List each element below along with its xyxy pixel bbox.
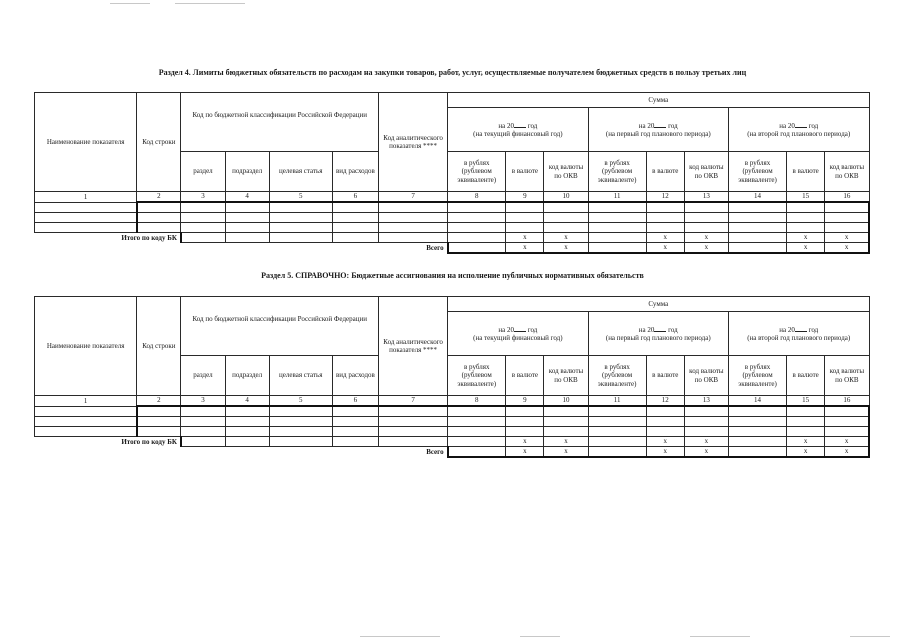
cell-indicator[interactable]	[35, 202, 137, 213]
scan-artifact-bottom	[690, 636, 750, 637]
header-okv: код валюты по ОКВ	[544, 152, 588, 192]
column-number: 1	[35, 192, 137, 203]
column-number: 6	[332, 192, 378, 203]
header-analytic-code: Код аналитического показателя ****	[378, 93, 447, 192]
cell[interactable]	[137, 223, 181, 233]
header-current-year: на 20 год (на текущий финансовый год)	[448, 312, 588, 356]
cell[interactable]	[332, 223, 378, 233]
cell[interactable]	[137, 213, 181, 223]
cell[interactable]	[378, 406, 447, 417]
cell[interactable]	[787, 417, 825, 427]
year-blank	[654, 121, 666, 128]
cell-indicator[interactable]	[35, 427, 137, 437]
cell[interactable]	[269, 223, 332, 233]
cell[interactable]	[728, 233, 786, 243]
total-row	[35, 447, 870, 458]
cell[interactable]	[728, 243, 786, 254]
header-sum: Сумма	[448, 93, 869, 108]
column-number: 3	[181, 192, 225, 203]
cell[interactable]	[588, 406, 646, 417]
cell[interactable]	[506, 427, 544, 437]
cell[interactable]	[378, 202, 447, 213]
cell-indicator[interactable]	[35, 223, 137, 233]
cell[interactable]	[787, 213, 825, 223]
cell[interactable]	[825, 202, 869, 213]
cell[interactable]	[332, 437, 378, 447]
column-number: 5	[269, 192, 332, 203]
x-mark: x	[787, 437, 825, 447]
table-row	[35, 213, 870, 223]
column-number: 6	[332, 396, 378, 407]
header-second-plan-year: на 20 год (на второй год планового периода)	[728, 312, 869, 356]
cell[interactable]	[269, 406, 332, 417]
cell[interactable]	[137, 417, 181, 427]
year-blank	[795, 325, 807, 332]
cell[interactable]	[588, 202, 646, 213]
x-mark: x	[506, 233, 544, 243]
x-mark: x	[646, 447, 684, 458]
header-rub: в рублях (рублевом эквиваленте)	[588, 356, 646, 396]
cell[interactable]	[269, 233, 332, 243]
cell[interactable]	[448, 213, 506, 223]
cell[interactable]	[506, 213, 544, 223]
cell[interactable]	[269, 417, 332, 427]
year-blank	[654, 325, 666, 332]
cell[interactable]	[332, 233, 378, 243]
cell[interactable]	[181, 406, 225, 417]
cell[interactable]	[544, 202, 588, 213]
cell[interactable]	[588, 243, 646, 254]
cell[interactable]	[646, 202, 684, 213]
cell[interactable]	[181, 233, 225, 243]
column-number: 8	[448, 192, 506, 203]
column-number: 14	[728, 192, 786, 203]
column-number: 3	[181, 396, 225, 407]
x-mark: x	[787, 233, 825, 243]
column-number: 8	[448, 396, 506, 407]
column-numbers-row	[35, 192, 870, 203]
cell[interactable]	[684, 202, 728, 213]
x-mark: x	[544, 447, 588, 458]
section-5-title: Раздел 5. СПРАВОЧНО: Бюджетные ассигнования на исполнение публичных нормативных обязательств	[261, 271, 644, 280]
header-currency: в валюте	[646, 152, 684, 192]
header-currency: в валюте	[787, 152, 825, 192]
cell[interactable]	[332, 406, 378, 417]
column-numbers-row	[35, 396, 870, 407]
section-5-table	[34, 296, 870, 458]
scan-artifact-bottom	[360, 636, 440, 637]
cell[interactable]	[269, 202, 332, 213]
total-by-bk-row	[35, 233, 870, 243]
header-expense-type: вид расходов	[332, 356, 378, 396]
cell[interactable]	[544, 223, 588, 233]
cell[interactable]	[225, 437, 269, 447]
cell[interactable]	[728, 202, 786, 213]
column-number: 12	[646, 192, 684, 203]
cell[interactable]	[728, 213, 786, 223]
header-sum: Сумма	[448, 297, 869, 312]
total-row	[35, 243, 870, 254]
cell[interactable]	[378, 417, 447, 427]
x-mark: x	[684, 233, 728, 243]
column-number: 13	[684, 192, 728, 203]
cell[interactable]	[787, 202, 825, 213]
column-number: 15	[787, 396, 825, 407]
header-okv: код валюты по ОКВ	[825, 356, 869, 396]
cell[interactable]	[728, 437, 786, 447]
x-mark: x	[787, 243, 825, 254]
cell[interactable]	[787, 223, 825, 233]
column-number: 2	[137, 396, 181, 407]
x-mark: x	[684, 437, 728, 447]
scan-artifact-bottom	[850, 636, 890, 637]
x-mark: x	[825, 447, 869, 458]
cell[interactable]	[332, 417, 378, 427]
header-analytic-code: Код аналитического показателя ****	[378, 297, 447, 396]
column-number: 10	[544, 192, 588, 203]
total-label: Всего	[378, 243, 447, 254]
header-rub: в рублях (рублевом эквиваленте)	[728, 356, 786, 396]
table-row	[35, 202, 870, 213]
column-number: 7	[378, 192, 447, 203]
header-row-code: Код строки	[137, 297, 181, 396]
header-okv: код валюты по ОКВ	[684, 356, 728, 396]
total-by-bk-label: Итого по коду БК	[35, 437, 181, 447]
cell[interactable]	[544, 406, 588, 417]
cell[interactable]	[332, 202, 378, 213]
header-rub: в рублях (рублевом эквиваленте)	[588, 152, 646, 192]
total-by-bk-row	[35, 437, 870, 447]
cell[interactable]	[225, 223, 269, 233]
column-number: 9	[506, 396, 544, 407]
cell[interactable]	[825, 406, 869, 417]
column-number: 4	[225, 192, 269, 203]
cell[interactable]	[332, 213, 378, 223]
cell[interactable]	[588, 233, 646, 243]
cell[interactable]	[787, 406, 825, 417]
cell[interactable]	[448, 437, 506, 447]
cell[interactable]	[448, 447, 506, 458]
cell[interactable]	[378, 233, 447, 243]
cell[interactable]	[506, 417, 544, 427]
header-target-article: целевая статья	[269, 356, 332, 396]
cell[interactable]	[506, 406, 544, 417]
header-podrazdel: подраздел	[225, 152, 269, 192]
cell[interactable]	[448, 243, 506, 254]
header-target-article: целевая статья	[269, 152, 332, 192]
column-number: 9	[506, 192, 544, 203]
column-number: 16	[825, 192, 869, 203]
x-mark: x	[684, 243, 728, 254]
table-row	[35, 406, 870, 417]
column-number: 5	[269, 396, 332, 407]
header-rub: в рублях (рублевом эквиваленте)	[448, 152, 506, 192]
cell[interactable]	[588, 417, 646, 427]
scan-artifact-top	[175, 3, 245, 4]
cell[interactable]	[787, 427, 825, 437]
cell[interactable]	[588, 447, 646, 458]
cell[interactable]	[332, 427, 378, 437]
cell[interactable]	[225, 406, 269, 417]
cell[interactable]	[684, 213, 728, 223]
cell[interactable]	[378, 437, 447, 447]
cell[interactable]	[588, 223, 646, 233]
cell[interactable]	[646, 213, 684, 223]
cell[interactable]	[225, 427, 269, 437]
cell-indicator[interactable]	[35, 213, 137, 223]
table-row	[35, 417, 870, 427]
cell[interactable]	[544, 417, 588, 427]
cell[interactable]	[506, 202, 544, 213]
table-row	[35, 427, 870, 437]
cell[interactable]	[378, 213, 447, 223]
header-first-plan-year: на 20 год (на первый год планового периода)	[588, 312, 728, 356]
x-mark: x	[684, 447, 728, 458]
cell[interactable]	[225, 213, 269, 223]
column-number: 15	[787, 192, 825, 203]
x-mark: x	[506, 437, 544, 447]
total-label: Всего	[378, 447, 447, 458]
x-mark: x	[825, 233, 869, 243]
cell[interactable]	[181, 427, 225, 437]
header-bk-code: Код по бюджетной классификации Российской Федерации	[181, 297, 379, 356]
cell[interactable]	[588, 427, 646, 437]
cell[interactable]	[448, 417, 506, 427]
header-bk-code: Код по бюджетной классификации Российской Федерации	[181, 93, 379, 152]
column-number: 16	[825, 396, 869, 407]
year-blank	[514, 121, 526, 128]
cell[interactable]	[728, 417, 786, 427]
header-current-year: на 20 год (на текущий финансовый год)	[448, 108, 588, 152]
cell[interactable]	[506, 223, 544, 233]
header-rub: в рублях (рублевом эквиваленте)	[448, 356, 506, 396]
header-second-plan-year: на 20 год (на второй год планового периода)	[728, 108, 869, 152]
x-mark: x	[825, 437, 869, 447]
cell[interactable]	[646, 427, 684, 437]
header-expense-type: вид расходов	[332, 152, 378, 192]
cell[interactable]	[728, 223, 786, 233]
header-currency: в валюте	[506, 152, 544, 192]
scan-artifact-top	[110, 3, 150, 4]
cell[interactable]	[646, 223, 684, 233]
header-indicator-name: Наименование показателя	[35, 93, 137, 192]
cell[interactable]	[181, 223, 225, 233]
cell[interactable]	[684, 406, 728, 417]
header-podrazdel: подраздел	[225, 356, 269, 396]
cell[interactable]	[728, 406, 786, 417]
cell[interactable]	[544, 427, 588, 437]
header-row-code: Код строки	[137, 93, 181, 192]
cell[interactable]	[825, 223, 869, 233]
header-currency: в валюте	[506, 356, 544, 396]
column-number: 4	[225, 396, 269, 407]
header-razdel: раздел	[181, 356, 225, 396]
cell[interactable]	[684, 427, 728, 437]
cell-indicator[interactable]	[35, 417, 137, 427]
cell[interactable]	[137, 427, 181, 437]
cell[interactable]	[269, 427, 332, 437]
header-first-plan-year: на 20 год (на первый год планового периода)	[588, 108, 728, 152]
x-mark: x	[544, 437, 588, 447]
cell[interactable]	[646, 406, 684, 417]
header-razdel: раздел	[181, 152, 225, 192]
header-rub: в рублях (рублевом эквиваленте)	[728, 152, 786, 192]
section-4-title: Раздел 4. Лимиты бюджетных обязательств по расходам на закупки товаров, работ, услуг, осуществляемые получателем бюджетных средств в пользу третьих лиц	[158, 68, 747, 77]
cell[interactable]	[137, 406, 181, 417]
cell[interactable]	[684, 223, 728, 233]
x-mark: x	[787, 447, 825, 458]
x-mark: x	[506, 243, 544, 254]
column-number: 12	[646, 396, 684, 407]
cell-indicator[interactable]	[35, 406, 137, 417]
cell[interactable]	[269, 437, 332, 447]
cell[interactable]	[181, 202, 225, 213]
year-blank	[795, 121, 807, 128]
cell[interactable]	[448, 202, 506, 213]
x-mark: x	[825, 243, 869, 254]
cell[interactable]	[181, 437, 225, 447]
cell[interactable]	[588, 437, 646, 447]
cell[interactable]	[137, 202, 181, 213]
cell[interactable]	[825, 213, 869, 223]
column-number: 2	[137, 192, 181, 203]
cell[interactable]	[544, 213, 588, 223]
x-mark: x	[646, 233, 684, 243]
cell[interactable]	[378, 223, 447, 233]
x-mark: x	[544, 233, 588, 243]
cell[interactable]	[448, 427, 506, 437]
cell[interactable]	[728, 427, 786, 437]
column-number: 10	[544, 396, 588, 407]
total-by-bk-label: Итого по коду БК	[35, 233, 181, 243]
column-number: 1	[35, 396, 137, 407]
header-okv: код валюты по ОКВ	[544, 356, 588, 396]
column-number: 11	[588, 396, 646, 407]
table-row	[35, 223, 870, 233]
cell[interactable]	[181, 213, 225, 223]
cell[interactable]	[448, 233, 506, 243]
scan-artifact-bottom	[520, 636, 560, 637]
cell[interactable]	[225, 233, 269, 243]
cell[interactable]	[646, 417, 684, 427]
header-indicator-name: Наименование показателя	[35, 297, 137, 396]
column-number: 7	[378, 396, 447, 407]
column-number: 11	[588, 192, 646, 203]
column-number: 14	[728, 396, 786, 407]
cell[interactable]	[825, 417, 869, 427]
cell[interactable]	[728, 447, 786, 458]
cell[interactable]	[448, 223, 506, 233]
header-currency: в валюте	[787, 356, 825, 396]
x-mark: x	[506, 447, 544, 458]
cell[interactable]	[448, 406, 506, 417]
cell[interactable]	[225, 417, 269, 427]
header-currency: в валюте	[646, 356, 684, 396]
x-mark: x	[646, 243, 684, 254]
header-okv: код валюты по ОКВ	[825, 152, 869, 192]
cell[interactable]	[825, 427, 869, 437]
header-okv: код валюты по ОКВ	[684, 152, 728, 192]
cell[interactable]	[588, 213, 646, 223]
cell[interactable]	[181, 417, 225, 427]
cell[interactable]	[225, 202, 269, 213]
x-mark: x	[544, 243, 588, 254]
cell[interactable]	[269, 213, 332, 223]
cell[interactable]	[684, 417, 728, 427]
x-mark: x	[646, 437, 684, 447]
column-number: 13	[684, 396, 728, 407]
cell[interactable]	[378, 427, 447, 437]
year-blank	[514, 325, 526, 332]
section-4-table	[34, 92, 870, 254]
